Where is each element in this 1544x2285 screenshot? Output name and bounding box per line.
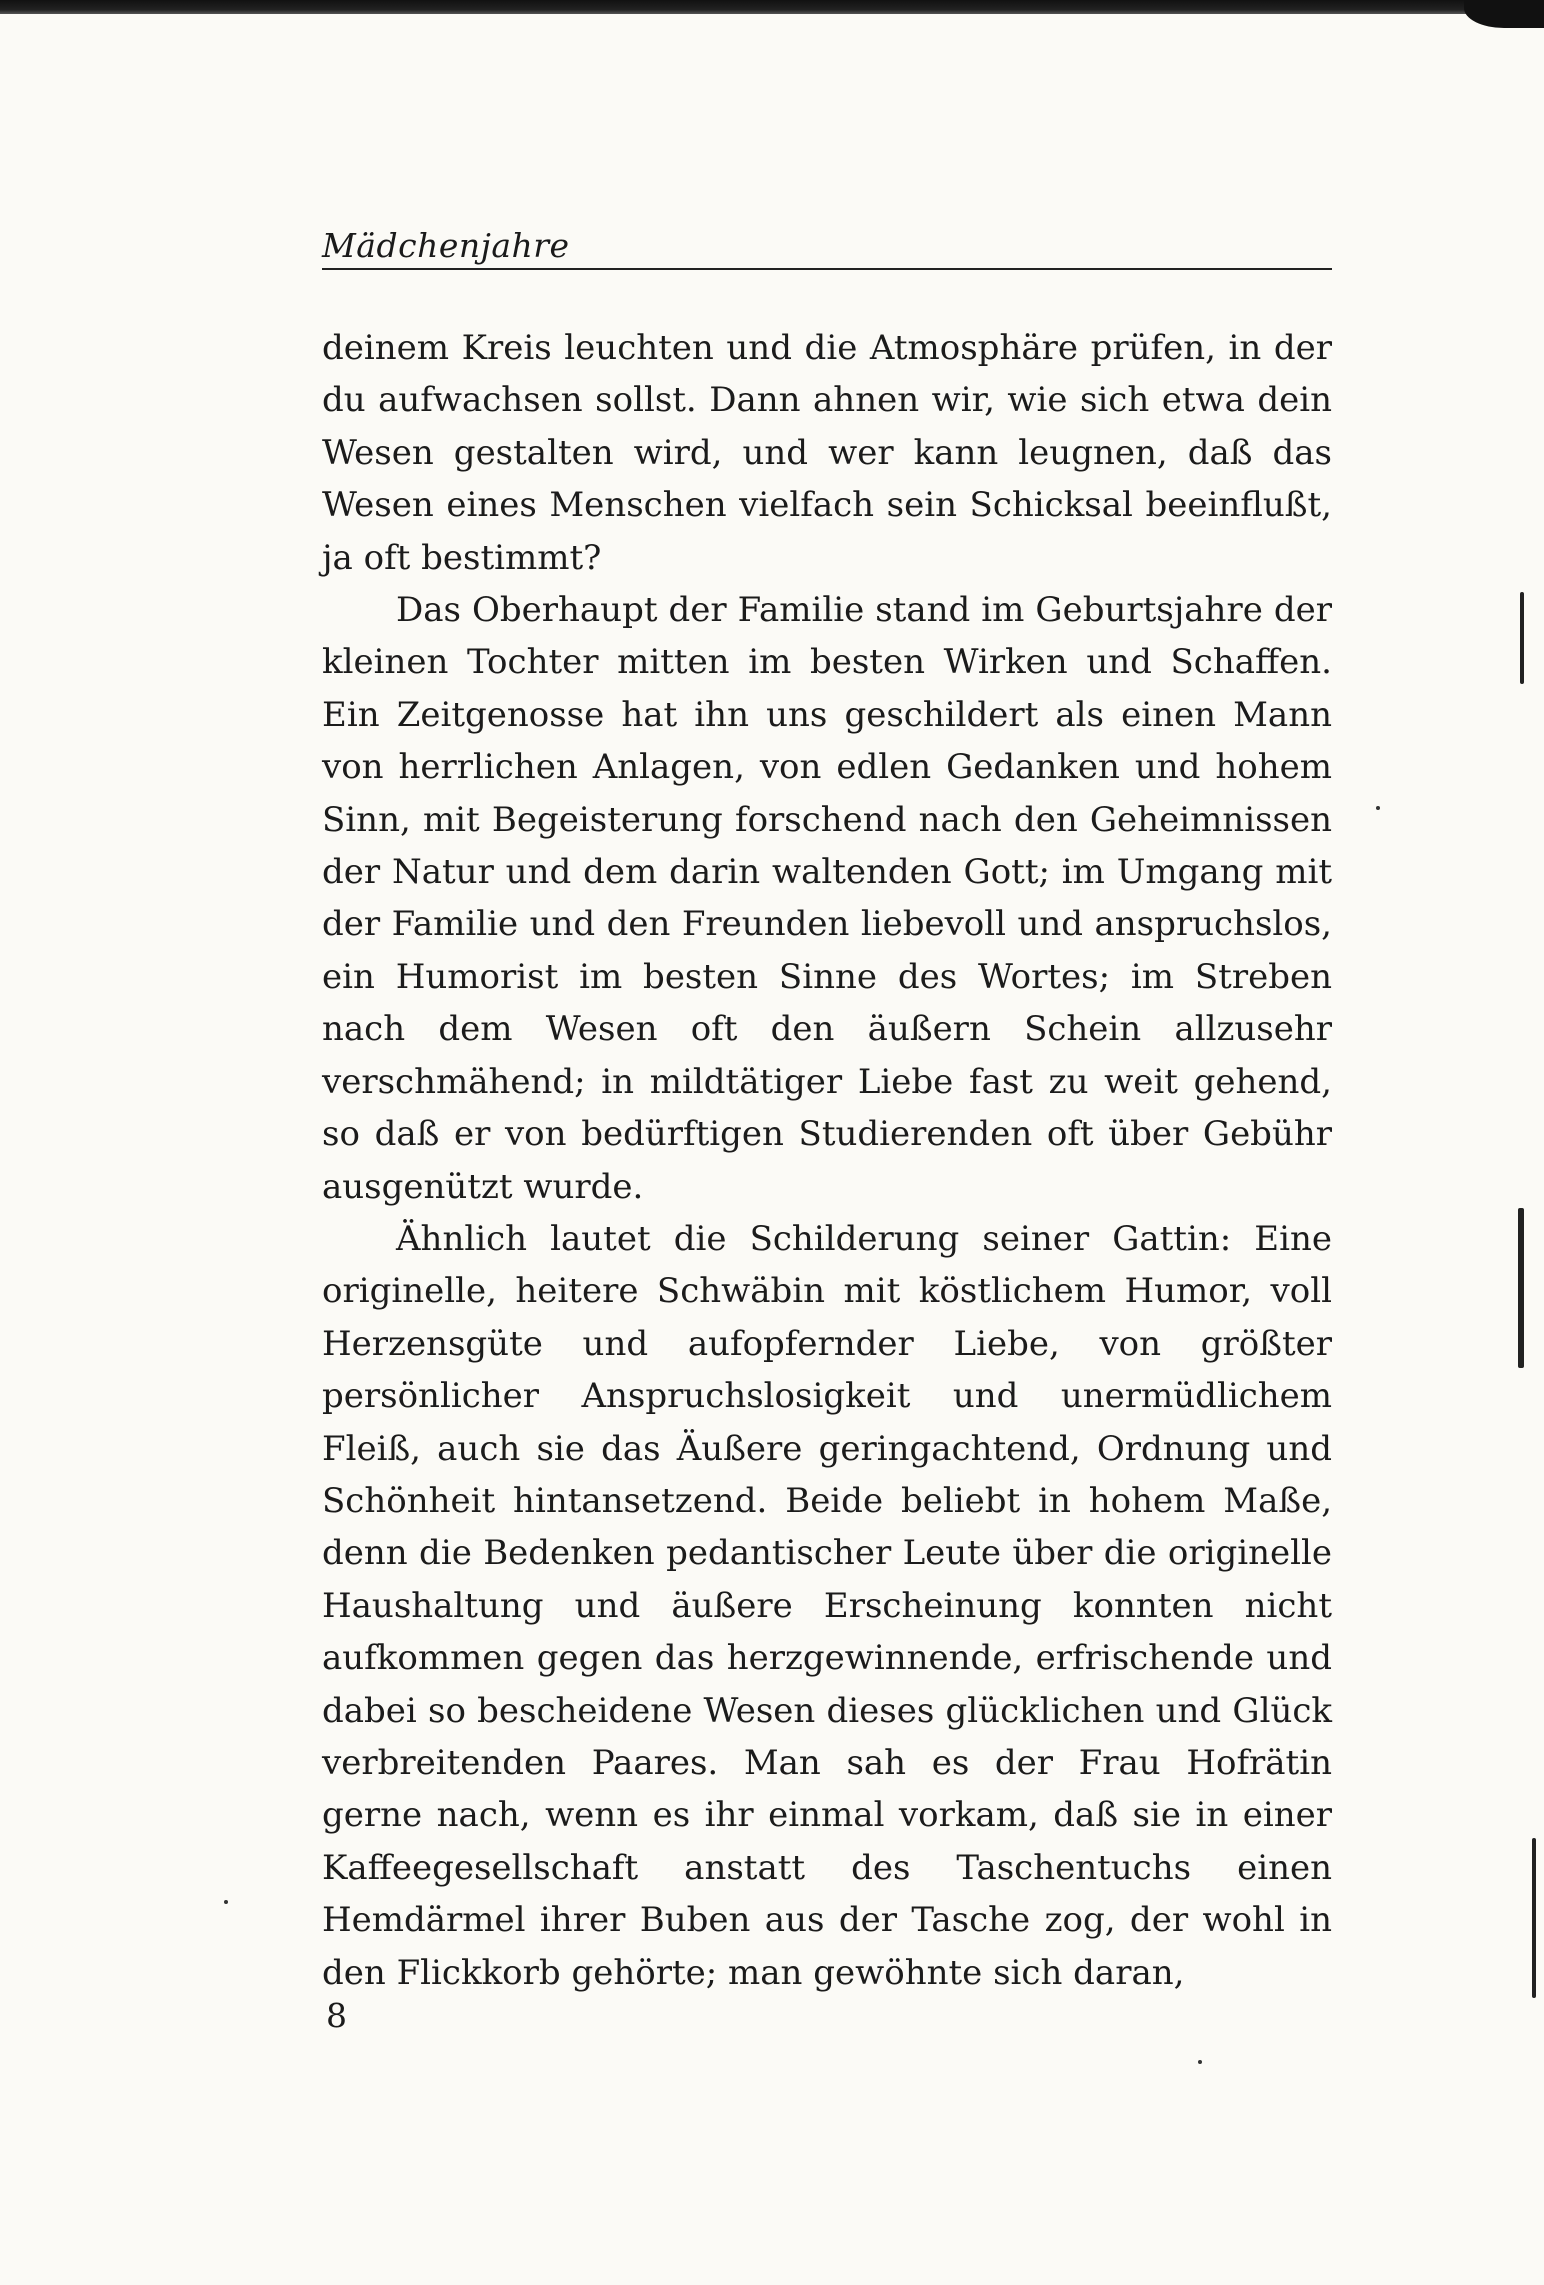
scan-speck <box>1376 806 1380 810</box>
header-rule <box>322 268 1332 270</box>
scan-margin-mark <box>1520 592 1524 684</box>
scan-margin-mark <box>1532 1838 1536 1998</box>
scan-margin-mark <box>1518 1208 1524 1368</box>
scan-speck <box>1198 2060 1202 2064</box>
page-number: 8 <box>326 1996 347 2035</box>
paragraph-3: Ähnlich lautet die Schilderung seiner Gattin: Eine originelle, heitere Schwäbin mit köstlichem Humor, voll Herzensgüte und aufopfernder Liebe, von größter persönlicher Anspruchslosigkeit und unermüdlichem Fleiß, auch sie das Äußere geringachtend, Ordnung und Schönheit hintansetzend. Beide beliebt in hohem Maße, denn die Bedenken pedantischer Leute über die originelle Haushaltung und äußere Erscheinung konnten nicht aufkommen gegen das herzgewinnende, erfrischende und dabei so bescheidene Wesen dieses glücklichen und Glück verbreitenden Paares. Man sah es der Frau Hofrätin gerne nach, wenn es ihr einmal vorkam, daß sie in einer Kaffeegesellschaft anstatt des Taschentuchs einen Hemdärmel ihrer Buben aus der Tasche zog, der wohl in den Flickkorb gehörte; man gewöhnte sich daran, <box>322 1218 1332 1993</box>
paragraph-2: Das Oberhaupt der Familie stand im Geburtsjahre der kleinen Tochter mitten im besten Wirken und Schaffen. Ein Zeitgenosse hat ihn uns geschildert als einen Mann von herrlichen Anlagen, von edlen Gedanken und hohem Sinn, mit Begeisterung forschend nach den Geheimnissen der Natur und dem darin waltenden Gott; im Umgang mit der Familie und den Freunden liebevoll und anspruchslos, ein Humorist im besten Sinne des Wortes; im Streben nach dem Wesen oft den äußern Schein allzusehr verschmähend; in mildtätiger Liebe fast zu weit gehend, so daß er von bedürftigen Studierenden oft über Gebühr ausgenützt wurde. <box>322 590 1332 1207</box>
scan-speck <box>224 1900 228 1904</box>
scan-top-edge-corner <box>1464 0 1544 28</box>
running-head: Mädchenjahre <box>322 226 570 265</box>
scan-top-edge <box>0 0 1544 14</box>
paragraph-1: deinem Kreis leuchten und die Atmosphäre prüfen, in der du aufwachsen sollst. Dann ahnen wir, wie sich etwa dein Wesen gestalten wird, und wer kann leugnen, daß das Wesen eines Menschen vielfach sein Schicksal beeinflußt, ja oft bestimmt? <box>322 328 1332 578</box>
body-text <box>322 322 1332 1999</box>
